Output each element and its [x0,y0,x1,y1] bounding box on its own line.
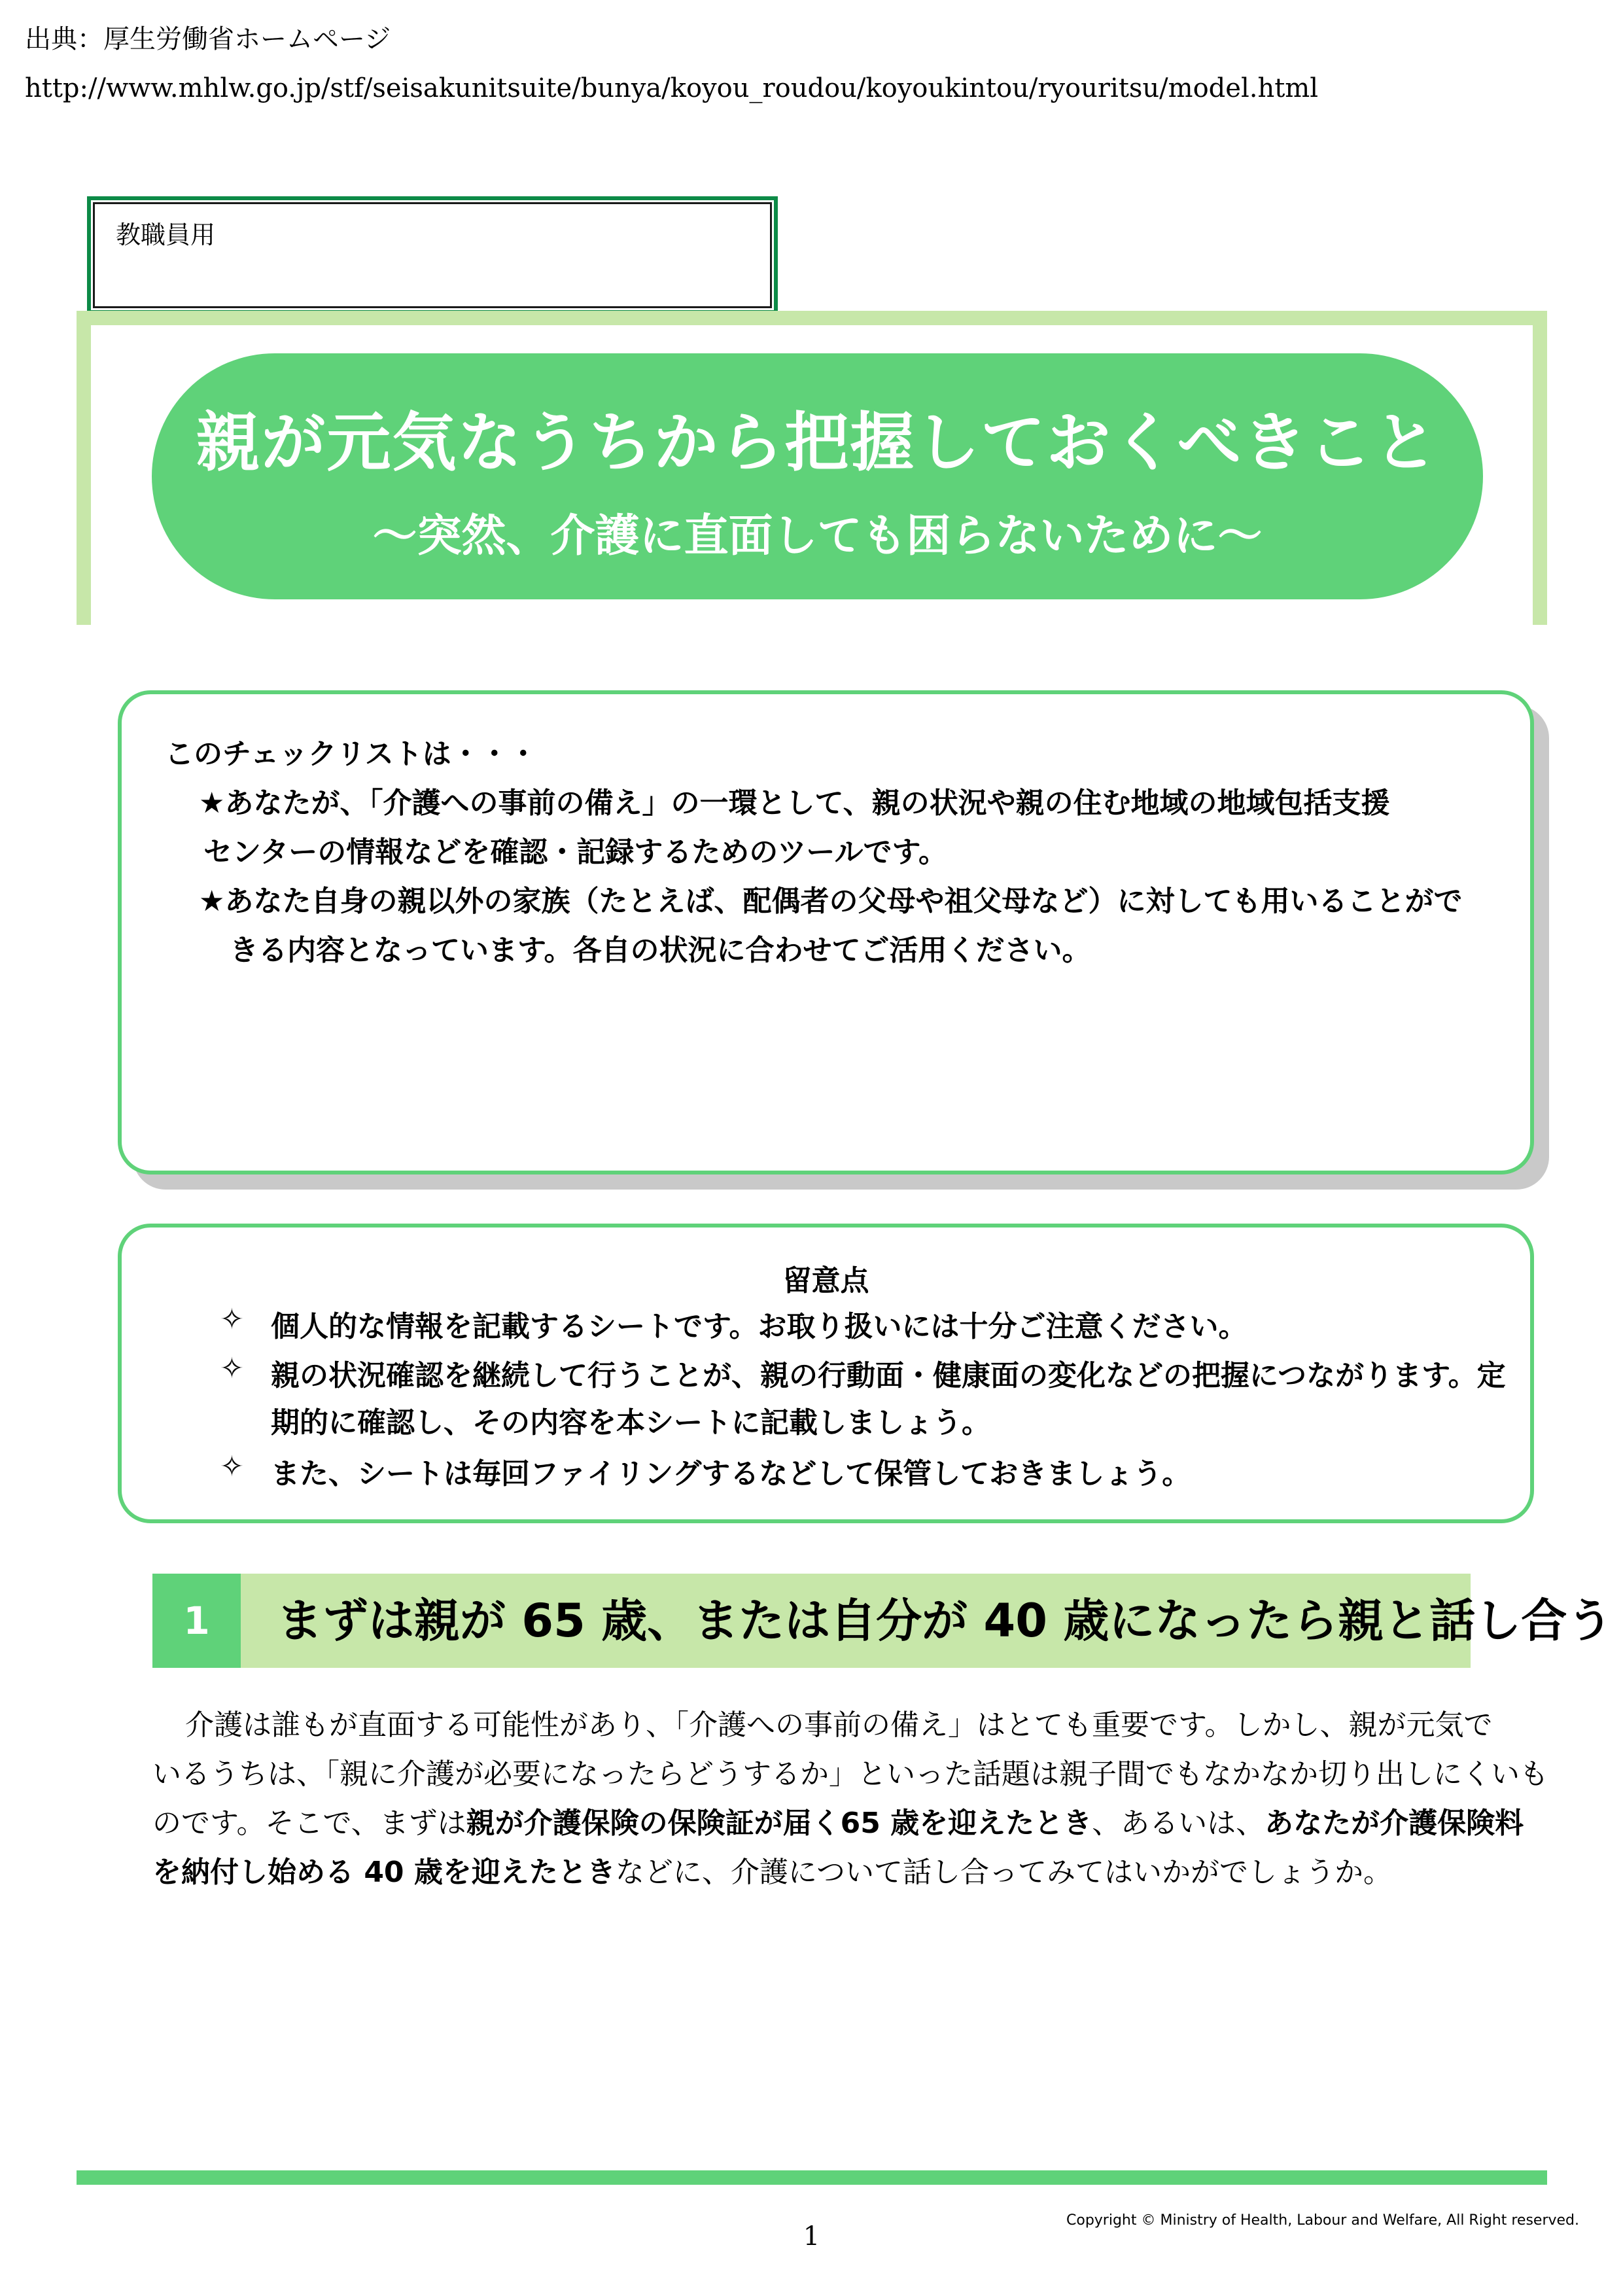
intro-line: センターの情報などを確認・記録するためのツールです。 [203,836,947,869]
page-title: 親が元気なうちから把握しておくべきこと [196,406,1439,480]
notes-heading: 留意点 [782,1264,869,1298]
paragraph-text: などに、介護について話し合ってみてはいかがでしょうか。 [615,1856,1392,1889]
paragraph-emphasis: を納付し始める 40 歳を迎えたとき [152,1856,616,1889]
intro-box [118,690,1534,1174]
copyright-notice: Copyright © Ministry of Health, Labour and Welfare, All Right reserved. [1066,2212,1579,2229]
section-heading [152,1574,1613,1668]
paragraph-line [152,1799,1524,1841]
intro-line: ★あなたが、「介護への事前の備え」の一環として、親の状況や親の住む地域の地域包括支援 [199,786,1390,820]
intro-heading: このチェックリストは・・・ [165,737,538,771]
intro-line: ★あなた自身の親以外の家族（たとえば、配偶者の父母や祖父母など）に対しても用いることがで [199,885,1463,918]
note-item: 個人的な情報を記載するシートです。お取り扱いには十分ご注意ください。 [271,1310,1248,1343]
source-url[interactable]: http://www.mhlw.go.jp/stf/seisakunitsuite/bunya/koyou_roudou/koyoukintou/ryouritsu/model.html [25,73,1319,103]
source-label: 出典：厚生労働省ホームページ [25,24,391,54]
title-banner [152,353,1483,599]
intro-line: きる内容となっています。各自の状況に合わせてご活用ください。 [230,934,1091,967]
notes-box [118,1224,1534,1523]
note-item: また、シートは毎回ファイリングするなどして保管しておきましょう。 [271,1457,1191,1491]
staff-use-label: 教職員用 [116,221,216,249]
paragraph-text: 、あるいは、 [1092,1807,1265,1840]
paragraph-line [152,1848,1392,1890]
section-title: まずは親が 65 歳、または自分が 40 歳になったら親と話し合う [277,1594,1613,1648]
paragraph-emphasis: あなたが介護保険料 [1265,1807,1524,1840]
page-number: 1 [803,2221,820,2252]
staff-use-box [87,196,778,314]
sparkle-bullet-icon: ✧ [220,1450,244,1483]
page-subtitle: ～突然、介護に直面しても困らないために～ [372,510,1263,562]
sparkle-bullet-icon: ✧ [220,1303,244,1336]
sparkle-bullet-icon: ✧ [220,1352,244,1385]
paragraph-line: いるうちは、「親に介護が必要になったらどうするか」といった話題は親子間でもなかなか切り出しにくいも [152,1757,1548,1791]
note-item: 親の状況確認を継続して行うことが、親の行動面・健康面の変化などの把握につながります。定 [271,1359,1506,1392]
paragraph-line: 介護は誰もが直面する可能性があり、「介護への事前の備え」はとても重要です。しかし、親が元気で [185,1708,1493,1742]
footer-rule [77,2170,1547,2185]
paragraph-emphasis: 親が介護保険の保険証が届く65 歳を迎えたとき [466,1807,1092,1840]
note-item-continued: 期的に確認し、その内容を本シートに記載しましょう。 [271,1406,990,1439]
section-number: 1 [152,1574,241,1668]
paragraph-text: のです。そこで、まずは [152,1807,466,1840]
